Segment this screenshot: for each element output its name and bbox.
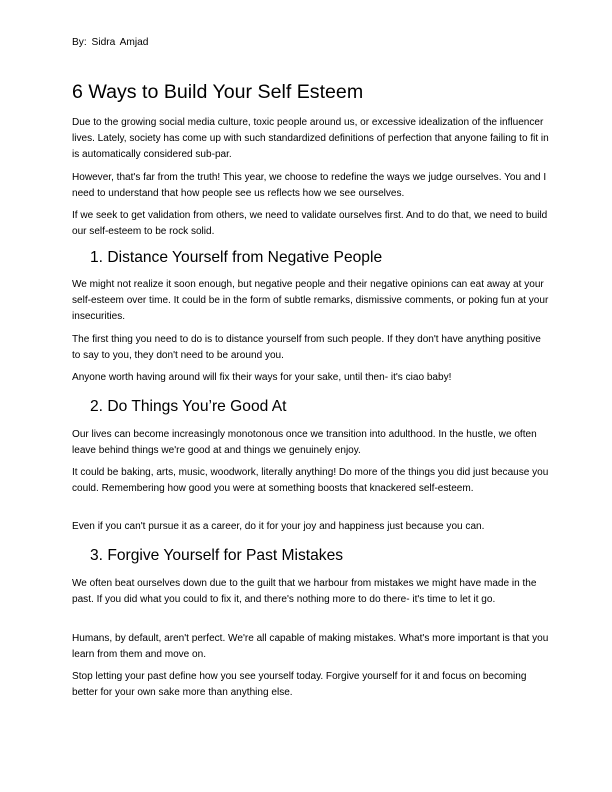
section-3-paragraph-2: Humans, by default, aren't perfect. We're all capable of making mistakes. What's more important is that you learn from them and move on.: [72, 633, 549, 661]
section-1-paragraph-1: We might not realize it soon enough, but negative people and their negative opinions can eat away at your self-esteem over time. It could be in the form of subtle remarks, dismissive comments, or poking fun at your insecurities.: [72, 279, 549, 323]
page-title: 6 Ways to Build Your Self Esteem: [72, 81, 364, 103]
author-byline: By: Sidra Amjad: [72, 37, 149, 48]
section-1-paragraph-3: Anyone worth having around will fix their ways for your sake, until then- it's ciao baby!: [72, 372, 452, 383]
section-heading-things-good-at: 2. Do Things You’re Good At: [90, 398, 287, 415]
section-2-paragraph-2: It could be baking, arts, music, woodwork, literally anything! Do more of the things you did just because you could. Remembering how good you were at something boosts that knackered self-esteem.: [72, 467, 549, 495]
intro-paragraph-2: However, that's far from the truth! This year, we choose to redefine the ways we judge ourselves. You and I need to understand that how people see us reflects how we see ourselves.: [72, 172, 547, 200]
section-2-paragraph-1: Our lives can become increasingly monotonous once we transition into adulthood. In the hustle, we often leave behind things we're good at and things we genuinely enjoy.: [72, 429, 537, 457]
section-3-paragraph-1: We often beat ourselves down due to the guilt that we harbour from mistakes we might have made in the past. If you did what you could to fix it, and there's nothing more to do there- it's time to let it go.: [72, 578, 537, 606]
section-1-paragraph-2: The first thing you need to do is to distance yourself from such people. If they don't have anything positive to say to you, they don't need to be around you.: [72, 334, 541, 362]
section-heading-forgive-mistakes: 3. Forgive Yourself for Past Mistakes: [90, 547, 344, 564]
intro-paragraph-1: Due to the growing social media culture, toxic people around us, or excessive idealization of the influencer lives. Lately, society has come up with such standardized definitions of perfection that anyone failing to fit in is automatically considered sub-par.: [72, 117, 549, 161]
section-2-paragraph-3: Even if you can't pursue it as a career, do it for your joy and happiness just because you can.: [72, 521, 485, 532]
section-heading-negative-people: 1. Distance Yourself from Negative People: [90, 249, 383, 266]
intro-paragraph-3: If we seek to get validation from others, we need to validate ourselves first. And to do that, we need to build our self-esteem to be rock solid.: [72, 210, 548, 238]
section-3-paragraph-3: Stop letting your past define how you see yourself today. Forgive yourself for it and focus on becoming better for your own sake more than anything else.: [72, 671, 527, 699]
